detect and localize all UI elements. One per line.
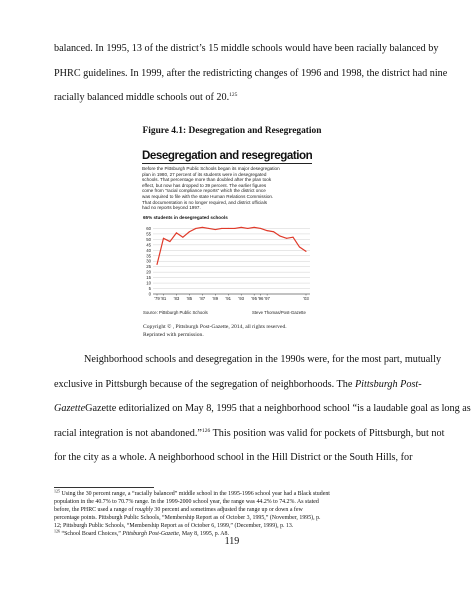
y-tick-label: 60 <box>146 225 151 231</box>
x-tick-label: '85 <box>186 296 193 301</box>
description-line: come from "racial compliance reports" which the district once <box>142 188 266 194</box>
body-line: GazetteGazette editorialized on May 8, 1995 that a neighborhood school “is a laudable goal as long as <box>54 403 471 414</box>
x-tick-label: '81 <box>160 296 167 301</box>
footnote-line: percentage points. Pittsburgh Public Schools, “Membership Report as of October 3, 1995,” (November, 1995), p. <box>54 515 321 521</box>
data-point <box>163 238 164 239</box>
description-line: was required to file with the state Human Relations Commission. <box>142 193 274 199</box>
figure-headline: Desegregation and resegregation <box>142 149 313 162</box>
footnote-line: $^{125}$ Using the 30 percent range, a “racially balanced” middle school in the 1995-1996 school year had a Black student <box>54 488 330 497</box>
figure-image <box>140 148 314 321</box>
x-tick-label: '93 <box>238 296 245 301</box>
data-point <box>215 229 216 230</box>
footnote-number: 126 <box>54 528 60 534</box>
data-point <box>221 228 222 229</box>
body-line: exclusive in Pittsburgh because of the segregation of neighborhoods. The Pittsburgh Post- <box>54 378 422 390</box>
page-number: 119 <box>224 536 240 547</box>
data-point <box>234 228 235 229</box>
chart-source: Source: Pittsburgh Public Schools <box>143 310 208 315</box>
footnote-separator <box>54 487 154 488</box>
body-line: balanced. In 1995, 13 of the district’s 15 middle schools would have been racially balanced by <box>54 43 439 54</box>
x-tick-label: '79 <box>154 296 160 301</box>
data-point <box>286 238 287 239</box>
data-point <box>189 231 190 232</box>
x-tick-label: '95 <box>251 296 257 301</box>
description-line: had no reports beyond 1997. <box>142 205 201 211</box>
y-tick-label: 15 <box>146 275 151 281</box>
y-tick-label: 25 <box>146 264 151 270</box>
y-tick-label: 30 <box>146 258 151 264</box>
data-point <box>280 236 281 237</box>
data-point <box>156 264 157 265</box>
body-paragraph-bottom <box>54 348 471 471</box>
x-tick-label: '91 <box>225 296 232 301</box>
data-point <box>254 227 255 228</box>
data-point <box>260 228 261 229</box>
x-tick-label: '03 <box>303 296 309 301</box>
description-line: schools. That percentage more than doubled after the plan took <box>142 177 272 183</box>
data-point <box>228 228 229 229</box>
description-line: effect, but now has dropped to 39 percent. The earlier figures <box>142 182 267 188</box>
footnote-line: 12; Pittsburgh Public Schools, “Membership Report as of October 6, 1999,” (December, 1999), p. 13. <box>54 523 294 529</box>
data-point <box>195 228 196 229</box>
data-point <box>273 231 274 232</box>
y-tick-label: 40 <box>146 247 151 253</box>
footnote-number: 125 <box>54 488 60 494</box>
chart-series <box>156 227 306 265</box>
y-tick-label: 55 <box>146 231 151 237</box>
body-line: racially balanced middle schools out of 20.$^{125}$ <box>54 92 238 103</box>
data-point <box>299 246 300 247</box>
y-tick-label: 45 <box>146 242 151 248</box>
description-line: Before the Pittsburgh Public Schools began its major desegregation <box>142 166 280 171</box>
data-point <box>247 228 248 229</box>
x-tick-label: '96 <box>257 296 264 301</box>
data-point <box>182 237 183 238</box>
body-line: for the city as a whole. A neighborhood school in the Hill District or the South Hills, for <box>54 452 413 463</box>
data-point <box>169 241 170 242</box>
y-tick-label: 50 <box>146 236 151 242</box>
footnotes <box>54 490 414 538</box>
newspaper-name: Pittsburgh Post- <box>354 378 422 390</box>
data-point <box>267 230 268 231</box>
y-tick-label: 35 <box>146 253 151 259</box>
data-point <box>176 232 177 233</box>
body-line: PHRC guidelines. In 1999, after the redistricting changes of 1996 and 1998, the district had nine <box>54 67 448 79</box>
data-point <box>208 228 209 229</box>
data-point <box>292 237 293 238</box>
figure-caption <box>143 324 343 339</box>
footnote-ref: 126 <box>201 427 211 434</box>
line-chart <box>140 148 314 321</box>
data-point <box>202 227 203 228</box>
x-tick-label: '87 <box>199 296 206 301</box>
caption-line: Copyright © , Pittsburgh Post-Gazette, 2014, all rights reserved. <box>143 324 287 330</box>
footnote-ref: 125 <box>229 92 238 98</box>
body-line: Neighborhood schools and desegregation in the 1990s were, for the most part, mutually <box>84 354 442 365</box>
body-line: racial integration is not abandoned.”$^{126}$ This position was valid for pockets of Pittsburgh, but not <box>54 427 445 439</box>
newspaper-name: Gazette <box>54 403 86 414</box>
chart-credit: Steve Thomas/Post-Gazette <box>252 310 306 315</box>
y-tick-label: 5 <box>148 286 151 292</box>
chart-title: 65% students in desegregated schools <box>143 215 228 220</box>
figure-title: Figure 4.1: Desegregation and Resegregation <box>142 126 322 136</box>
y-tick-label: 20 <box>146 269 151 275</box>
description-line: plan in 1980, 27 percent of its students were in desegregated <box>142 171 267 177</box>
chart-axis <box>146 226 310 301</box>
description-line: That documentation is no longer required, and district officials <box>142 199 268 205</box>
series-line <box>157 227 306 264</box>
x-tick-label: '89 <box>212 296 219 301</box>
body-paragraph-top <box>54 37 448 111</box>
data-point <box>241 227 242 228</box>
y-tick-label: 0 <box>148 291 151 297</box>
footnote-line: before, the PHRC used a range of roughly 30 percent and sometimes adjusted the range up or down a few <box>54 507 303 513</box>
y-tick-label: 10 <box>146 280 151 286</box>
x-tick-label: '83 <box>173 296 180 301</box>
data-point <box>305 251 306 252</box>
footnote-line: $^{126}$ “School Board Choices,” Pittsburgh Post-Gazette, May 8, 1995, p. A8. <box>54 528 229 537</box>
footnote-line: population in the 40.7% to 70.7% range. In the 1999-2000 school year, the range was 44.2% to 74.2%. As stated <box>54 499 319 505</box>
x-tick-label: '97 <box>264 296 270 301</box>
caption-line: Reprinted with permission. <box>143 331 204 338</box>
